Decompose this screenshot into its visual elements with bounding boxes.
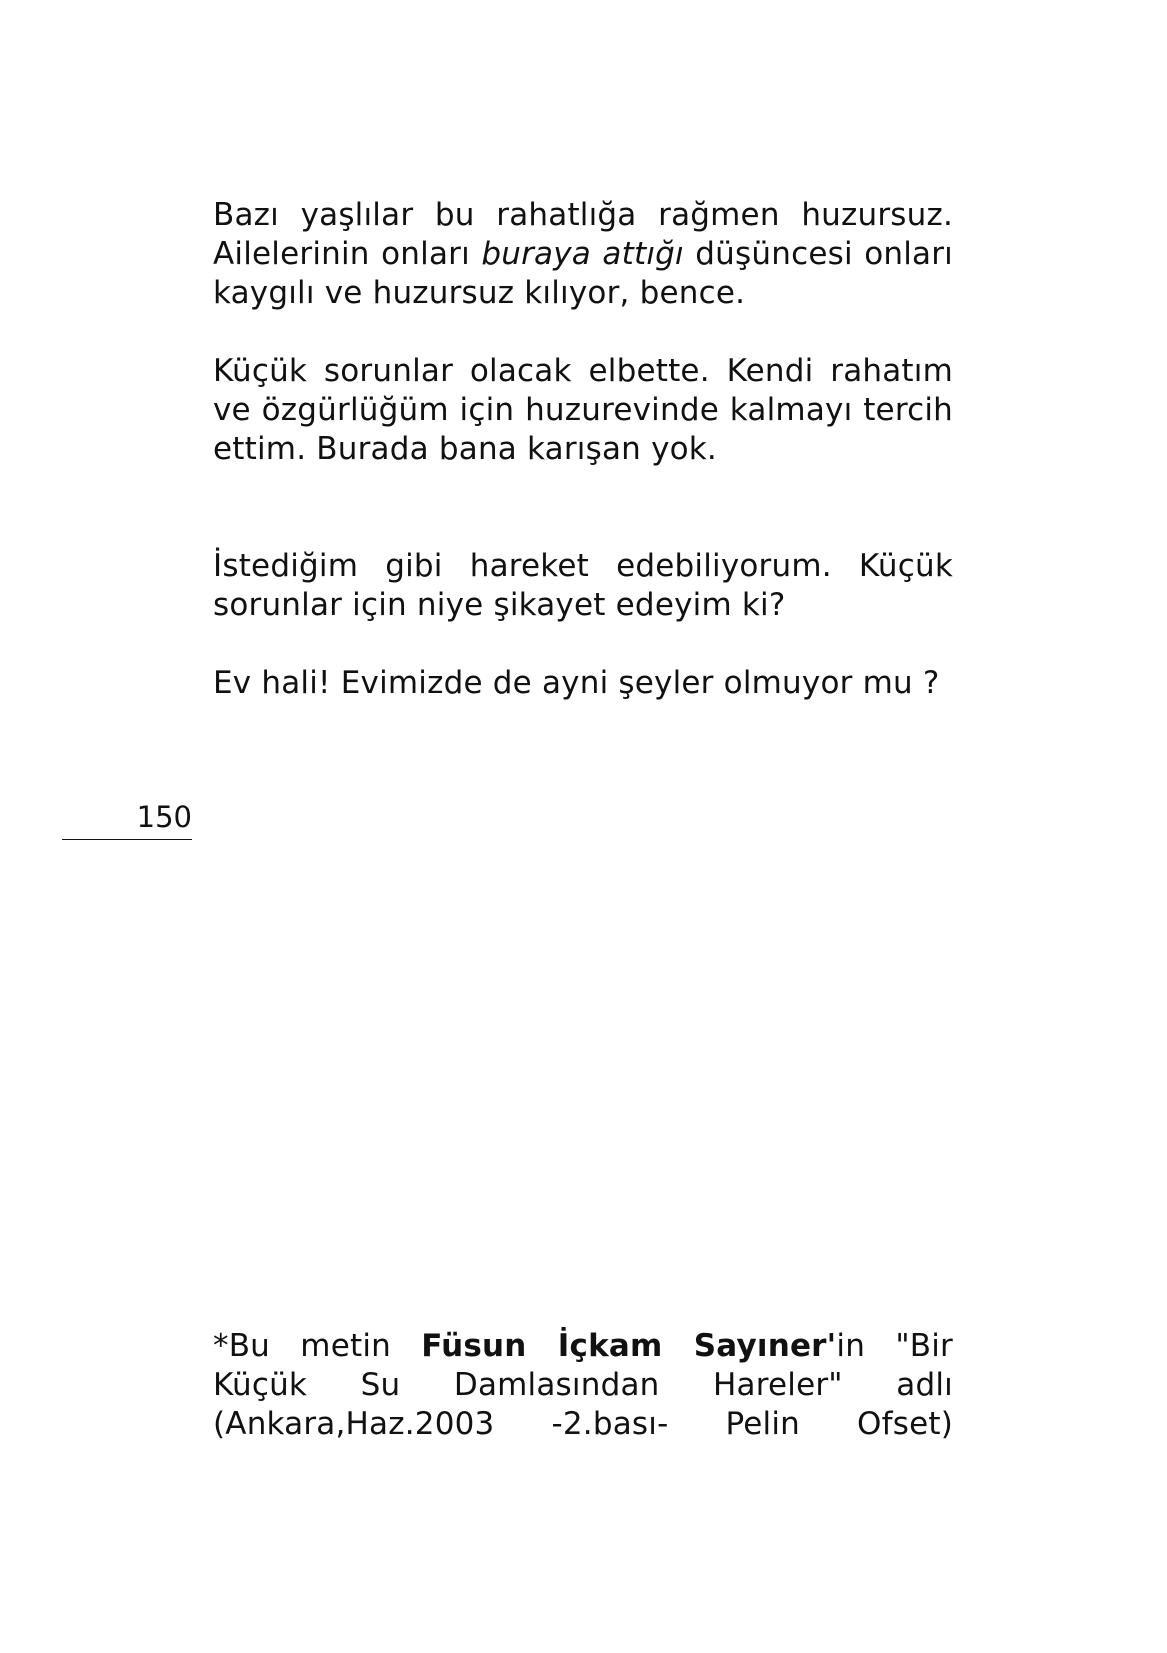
paragraph-1-text <box>213 196 953 313</box>
footnote <box>213 1327 953 1444</box>
page-number: 150 <box>62 800 192 840</box>
paragraph-3-text: İstediğim gibi hareket edebiliyorum. Küçük sorunlar için niye şikayet edeyim ki? <box>213 548 953 623</box>
paragraph-1-after: düşüncesi onları kaygılı ve huzursuz kılıyor, bence. <box>213 236 953 311</box>
paragraph-1-before: Bazı yaşlılar bu rahatlığa rağmen huzursuz. Ailelerinin onları <box>213 197 953 272</box>
paragraph-1-emphasis: buraya attığı <box>481 236 684 272</box>
footnote-text <box>213 1327 953 1444</box>
footnote-before: *Bu metin <box>213 1328 422 1364</box>
paragraph-4-text: Ev hali! Evimizde de ayni şeyler olmuyor mu ? <box>213 665 940 701</box>
footnote-author: Füsun İçkam Sayıner' <box>421 1328 837 1364</box>
paragraph-1 <box>213 196 953 313</box>
paragraph-2 <box>213 352 953 469</box>
paragraph-4 <box>213 664 953 703</box>
paragraph-3 <box>213 547 953 625</box>
paragraph-2-text: Küçük sorunlar olacak elbette. Kendi rahatım ve özgürlüğüm için huzurevinde kalmayı tercih ettim. Burada bana karışan yok. <box>213 353 953 467</box>
footnote-after: in "Bir Küçük Su Damlasından Hareler" adlı (Ankara,Haz.2003 -2.bası- Pelin Ofset) <box>213 1328 954 1442</box>
